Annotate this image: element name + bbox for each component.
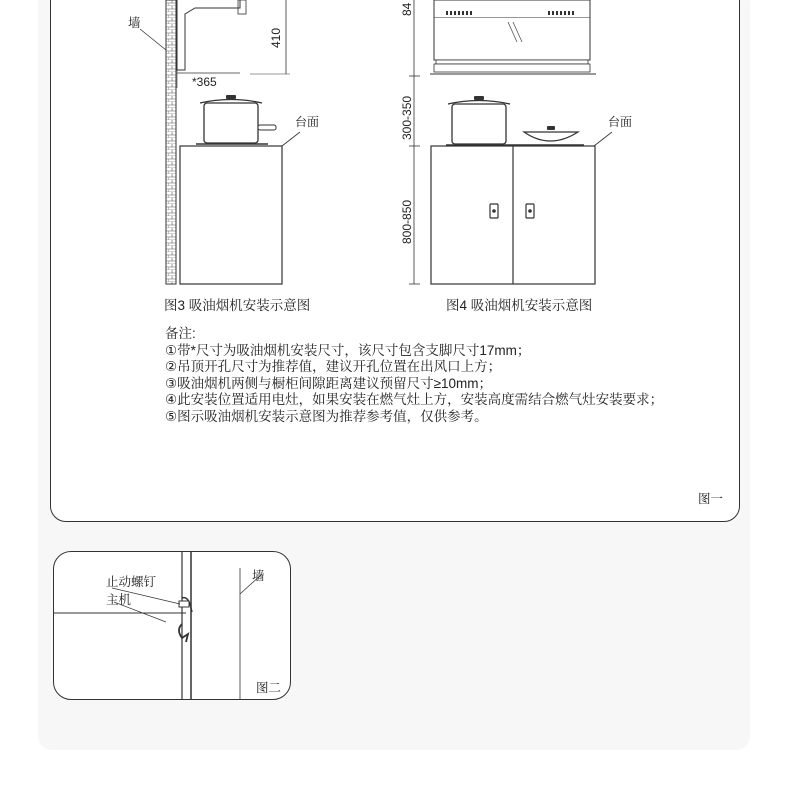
figure4-counter-label: 台面 <box>608 115 633 129</box>
figure4-pot <box>452 104 506 144</box>
figure4-gap-dimension: 300-350 <box>400 95 414 140</box>
figure4-counter-leader <box>594 132 612 146</box>
note-item: ④此安装位置适用电灶，如果安装在燃气灶上方，安装高度需结合燃气灶安装要求； <box>165 392 664 407</box>
figure3-cabinet <box>180 146 282 284</box>
stop-screw-label: 止动螺钉 <box>106 575 157 589</box>
figure3-width-dimension: *365 <box>192 75 217 89</box>
note-item: ③吸油烟机两侧与橱柜间隙距离建议预留尺寸≥10mm； <box>165 375 493 391</box>
figure3-counter-label: 台面 <box>295 115 320 129</box>
figure4-cabinet-dimension: 800-850 <box>400 199 414 244</box>
installation-notes <box>165 326 725 425</box>
note-item: ⑤图示吸油烟机安装示意图为推荐参考值，仅供参考。 <box>165 408 488 424</box>
figure3-caption: 图3 吸油烟机安装示意图 <box>164 298 311 313</box>
note-item: ①带*尺寸为吸油烟机安装尺寸，该尺寸包含支脚尺寸17mm； <box>165 342 531 358</box>
detail-wall-label: 墙 <box>252 569 265 583</box>
figure-one-label: 图一 <box>698 492 724 506</box>
figure3-counter-leader <box>282 132 300 146</box>
stop-screw <box>179 601 189 607</box>
figure3-wall-leader <box>140 29 166 50</box>
figure4-top-dimension: 84 <box>400 2 414 16</box>
figure4-drawing <box>409 0 612 284</box>
figure3-height-dimension: 410 <box>269 27 283 48</box>
figure4-caption: 图4 吸油烟机安装示意图 <box>446 298 593 313</box>
figure3-wall <box>166 0 176 284</box>
figure3-hood <box>177 0 240 70</box>
figure3-wall-label: 墙 <box>128 16 141 30</box>
main-unit-label: 主机 <box>106 593 132 607</box>
figure3-pot <box>204 103 258 143</box>
note-item: ②吊顶开孔尺寸为推荐值，建议开孔位置在出风口上方； <box>165 359 502 374</box>
screw-detail-panel <box>53 551 291 700</box>
notes-heading: 备注: <box>165 326 196 341</box>
figure4-hood-panel <box>434 0 590 18</box>
figure4-wok <box>524 132 578 141</box>
figure-two-label: 图二 <box>256 681 282 695</box>
